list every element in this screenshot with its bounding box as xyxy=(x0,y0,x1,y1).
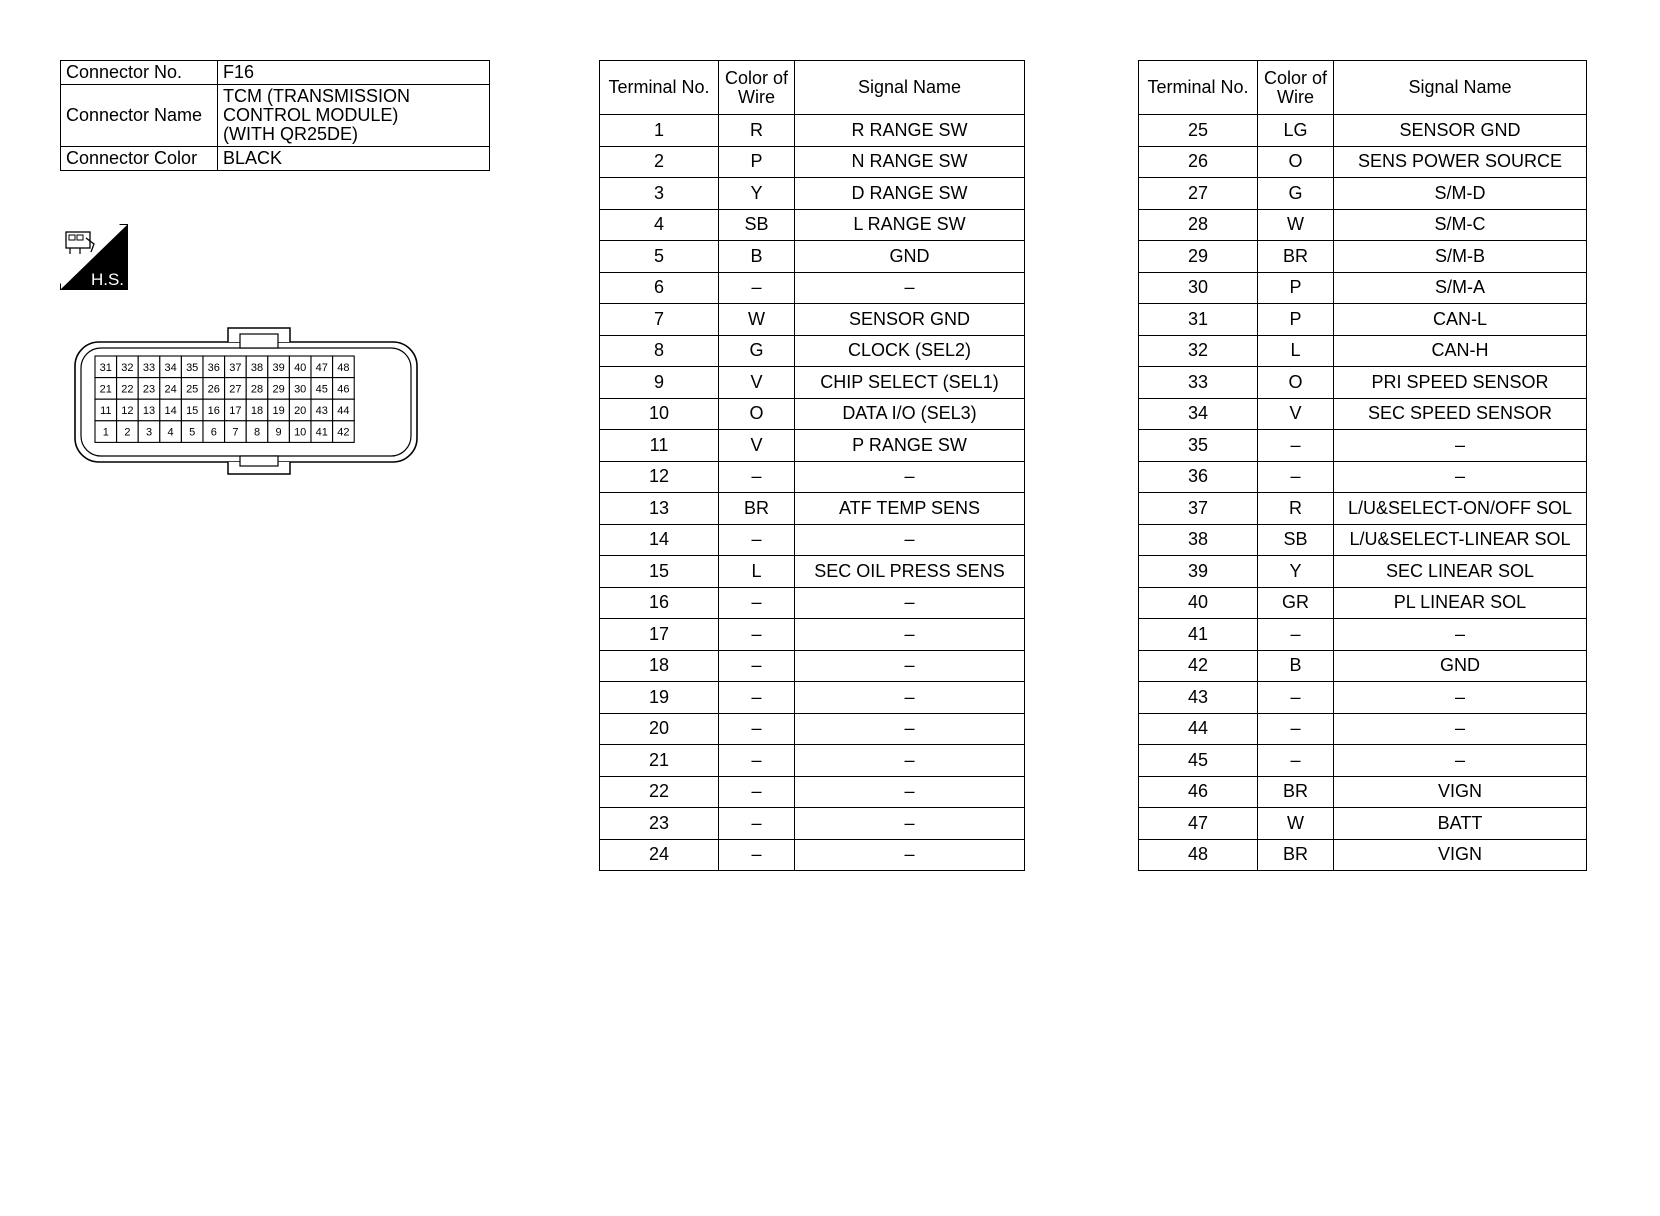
pin-number: 24 xyxy=(164,383,177,396)
terminal-row xyxy=(600,430,1025,462)
pin-number: 3 xyxy=(145,426,153,439)
terminal-row xyxy=(600,650,1025,682)
connector-color-label: Connector Color xyxy=(61,147,218,171)
terminal-number: 19 xyxy=(600,682,719,714)
signal-name: S/M-C xyxy=(1334,209,1587,241)
terminal-number: 10 xyxy=(600,398,719,430)
pin-number: 8 xyxy=(253,426,261,439)
wire-color: W xyxy=(719,304,795,336)
terminal-number: 42 xyxy=(1139,650,1258,682)
pin-number: 1 xyxy=(102,426,109,439)
wire-color-header-line2: Wire xyxy=(1277,86,1314,107)
pin-number: 17 xyxy=(229,405,242,417)
pin-number: 9 xyxy=(275,426,282,439)
wire-color: SB xyxy=(719,209,795,241)
terminal-row xyxy=(1139,650,1587,682)
wire-color: – xyxy=(1258,713,1334,745)
terminal-row xyxy=(600,304,1025,336)
terminal-row xyxy=(600,808,1025,840)
signal-name: SENS POWER SOURCE xyxy=(1334,146,1587,178)
pin-number: 47 xyxy=(315,361,328,374)
signal-name: – xyxy=(795,524,1025,556)
pin-number: 39 xyxy=(272,361,285,374)
terminal-number: 15 xyxy=(600,556,719,588)
terminal-number: 16 xyxy=(600,587,719,619)
signal-name: – xyxy=(1334,461,1587,493)
terminal-number: 41 xyxy=(1139,619,1258,651)
wire-color-header-line1: Color of xyxy=(724,67,789,88)
wire-color: – xyxy=(1258,430,1334,462)
terminal-row xyxy=(1139,556,1587,588)
pin-number: 48 xyxy=(337,361,350,374)
terminal-row xyxy=(600,115,1025,147)
terminal-number: 48 xyxy=(1139,839,1258,871)
signal-name: L/U&SELECT-LINEAR SOL xyxy=(1334,524,1587,556)
terminal-number: 46 xyxy=(1139,776,1258,808)
terminal-row xyxy=(600,619,1025,651)
pin-number: 38 xyxy=(250,361,264,374)
terminal-table-right xyxy=(1138,60,1587,871)
signal-name: VIGN xyxy=(1334,776,1587,808)
wire-color: LG xyxy=(1258,115,1334,147)
wire-color: R xyxy=(719,115,795,147)
signal-name: – xyxy=(795,619,1025,651)
wire-color: – xyxy=(719,650,795,682)
pin-number: 2 xyxy=(124,426,131,439)
terminal-row xyxy=(1139,524,1587,556)
pin-number: 45 xyxy=(315,383,328,396)
pin-number: 26 xyxy=(207,383,220,396)
terminal-number: 25 xyxy=(1139,115,1258,147)
terminal-row xyxy=(1139,335,1587,367)
pin-number: 12 xyxy=(121,405,134,417)
connector-no-value: F16 xyxy=(218,61,490,85)
connector-face-diagram xyxy=(74,324,418,482)
terminal-row xyxy=(600,209,1025,241)
pin-number: 41 xyxy=(315,426,328,439)
terminal-row xyxy=(1139,682,1587,714)
wire-color: BR xyxy=(1258,839,1334,871)
terminal-row xyxy=(1139,493,1587,525)
terminal-row xyxy=(1139,776,1587,808)
pin-number: 10 xyxy=(294,426,307,439)
wire-color: V xyxy=(1258,398,1334,430)
pin-number: 46 xyxy=(337,383,350,396)
terminal-row xyxy=(600,556,1025,588)
hs-label: H.S. xyxy=(90,270,124,289)
signal-name: GND xyxy=(795,241,1025,273)
terminal-number: 12 xyxy=(600,461,719,493)
signal-name: S/M-B xyxy=(1334,241,1587,273)
harness-side-icon xyxy=(60,224,128,290)
terminal-number: 40 xyxy=(1139,587,1258,619)
terminal-row xyxy=(1139,146,1587,178)
wire-color: O xyxy=(719,398,795,430)
pin-number: 34 xyxy=(164,361,177,374)
terminal-row xyxy=(1139,619,1587,651)
terminal-row xyxy=(600,146,1025,178)
signal-name: R RANGE SW xyxy=(795,115,1025,147)
signal-name: – xyxy=(795,808,1025,840)
wire-color: W xyxy=(1258,209,1334,241)
terminal-no-header: Terminal No. xyxy=(600,61,719,115)
terminal-row xyxy=(600,776,1025,808)
pin-grid xyxy=(95,356,354,442)
signal-name: – xyxy=(795,713,1025,745)
wire-color: BR xyxy=(1258,776,1334,808)
connector-no-row xyxy=(61,61,490,85)
signal-name: CAN-L xyxy=(1334,304,1587,336)
wire-color: BR xyxy=(719,493,795,525)
wire-color: V xyxy=(719,430,795,462)
terminal-number: 7 xyxy=(600,304,719,336)
signal-name: GND xyxy=(1334,650,1587,682)
terminal-row xyxy=(600,335,1025,367)
wire-color: B xyxy=(1258,650,1334,682)
signal-name: – xyxy=(795,839,1025,871)
terminal-rows-right xyxy=(1139,115,1587,871)
terminal-number: 33 xyxy=(1139,367,1258,399)
signal-name: CAN-H xyxy=(1334,335,1587,367)
signal-name: – xyxy=(795,682,1025,714)
terminal-number: 1 xyxy=(600,115,719,147)
connector-color-value: BLACK xyxy=(218,147,490,171)
pin-number: 4 xyxy=(167,426,174,439)
signal-name: – xyxy=(1334,619,1587,651)
pin-number: 40 xyxy=(294,361,307,374)
terminal-row xyxy=(600,839,1025,871)
terminal-row xyxy=(1139,430,1587,462)
wire-color: GR xyxy=(1258,587,1334,619)
terminal-number: 8 xyxy=(600,335,719,367)
signal-name: SEC OIL PRESS SENS xyxy=(795,556,1025,588)
wire-color: W xyxy=(1258,808,1334,840)
signal-name: DATA I/O (SEL3) xyxy=(795,398,1025,430)
terminal-number: 43 xyxy=(1139,682,1258,714)
wire-color: – xyxy=(719,745,795,777)
pin-number: 6 xyxy=(210,426,217,439)
pin-number: 30 xyxy=(294,383,307,396)
signal-name: SENSOR GND xyxy=(1334,115,1587,147)
pin-number: 20 xyxy=(294,405,307,417)
signal-name: – xyxy=(795,461,1025,493)
signal-name: P RANGE SW xyxy=(795,430,1025,462)
pin-number: 13 xyxy=(142,405,156,417)
wire-color: – xyxy=(719,587,795,619)
wire-color: – xyxy=(719,524,795,556)
terminal-row xyxy=(1139,587,1587,619)
pin-number: 28 xyxy=(250,383,264,396)
signal-name: CLOCK (SEL2) xyxy=(795,335,1025,367)
terminal-row xyxy=(600,745,1025,777)
terminal-number: 13 xyxy=(600,493,719,525)
signal-name: BATT xyxy=(1334,808,1587,840)
terminal-row xyxy=(600,493,1025,525)
terminal-row xyxy=(1139,241,1587,273)
wire-color: G xyxy=(719,335,795,367)
pin-number: 7 xyxy=(232,426,239,439)
wire-color: G xyxy=(1258,178,1334,210)
pin-number: 22 xyxy=(121,383,134,396)
terminal-number: 31 xyxy=(1139,304,1258,336)
signal-name: – xyxy=(1334,745,1587,777)
wire-color: – xyxy=(719,272,795,304)
pin-number: 32 xyxy=(121,361,134,374)
terminal-number: 5 xyxy=(600,241,719,273)
terminal-row xyxy=(600,587,1025,619)
pin-number: 14 xyxy=(164,405,177,417)
wire-color: L xyxy=(719,556,795,588)
terminal-number: 14 xyxy=(600,524,719,556)
signal-name: – xyxy=(1334,713,1587,745)
signal-name: – xyxy=(795,776,1025,808)
wire-color-header xyxy=(1258,61,1334,115)
wire-color-header-line1: Color of xyxy=(1263,67,1328,88)
terminal-number: 4 xyxy=(600,209,719,241)
terminal-number: 23 xyxy=(600,808,719,840)
terminal-number: 11 xyxy=(600,430,719,462)
signal-name: – xyxy=(1334,430,1587,462)
terminal-row xyxy=(600,178,1025,210)
terminal-row xyxy=(1139,839,1587,871)
signal-name: CHIP SELECT (SEL1) xyxy=(795,367,1025,399)
wire-color: Y xyxy=(719,178,795,210)
terminal-number: 21 xyxy=(600,745,719,777)
terminal-row xyxy=(1139,178,1587,210)
terminal-no-header: Terminal No. xyxy=(1139,61,1258,115)
signal-name: SEC SPEED SENSOR xyxy=(1334,398,1587,430)
wire-color: – xyxy=(719,776,795,808)
pin-number: 19 xyxy=(272,405,285,417)
terminal-number: 3 xyxy=(600,178,719,210)
terminal-number: 44 xyxy=(1139,713,1258,745)
terminal-table-header xyxy=(1139,61,1587,115)
wire-color: – xyxy=(1258,461,1334,493)
signal-name: – xyxy=(795,650,1025,682)
pin-number: 15 xyxy=(186,405,199,417)
wire-color: – xyxy=(719,461,795,493)
signal-name: D RANGE SW xyxy=(795,178,1025,210)
wire-color: O xyxy=(1258,146,1334,178)
pin-number: 33 xyxy=(142,361,156,374)
pin-number: 42 xyxy=(337,426,350,439)
terminal-row xyxy=(1139,209,1587,241)
signal-name: – xyxy=(795,272,1025,304)
terminal-table-header xyxy=(600,61,1025,115)
signal-name: N RANGE SW xyxy=(795,146,1025,178)
pin-number: 36 xyxy=(207,361,220,374)
terminal-row xyxy=(600,682,1025,714)
signal-name: L RANGE SW xyxy=(795,209,1025,241)
pin-number: 35 xyxy=(186,361,199,374)
terminal-number: 38 xyxy=(1139,524,1258,556)
connector-name-value xyxy=(218,85,490,147)
wire-color: P xyxy=(1258,304,1334,336)
terminal-row xyxy=(600,524,1025,556)
connector-no-label: Connector No. xyxy=(61,61,218,85)
wire-color: B xyxy=(719,241,795,273)
signal-name-header: Signal Name xyxy=(1334,61,1587,115)
wire-color: Y xyxy=(1258,556,1334,588)
terminal-number: 20 xyxy=(600,713,719,745)
connector-name-line: (WITH QR25DE) xyxy=(223,124,358,144)
terminal-number: 34 xyxy=(1139,398,1258,430)
wire-color: – xyxy=(719,713,795,745)
terminal-number: 28 xyxy=(1139,209,1258,241)
wire-color: P xyxy=(719,146,795,178)
pin-number: 37 xyxy=(229,361,242,374)
terminal-row xyxy=(600,713,1025,745)
wire-color: – xyxy=(719,808,795,840)
terminal-row xyxy=(1139,713,1587,745)
pin-number: 23 xyxy=(142,383,156,396)
terminal-row xyxy=(600,461,1025,493)
signal-name: – xyxy=(795,745,1025,777)
terminal-row xyxy=(600,398,1025,430)
wire-color: V xyxy=(719,367,795,399)
connector-name-label: Connector Name xyxy=(61,85,218,147)
terminal-row xyxy=(1139,272,1587,304)
signal-name: S/M-A xyxy=(1334,272,1587,304)
terminal-number: 6 xyxy=(600,272,719,304)
terminal-number: 32 xyxy=(1139,335,1258,367)
signal-name: – xyxy=(1334,682,1587,714)
terminal-table-left xyxy=(599,60,1025,871)
terminal-number: 9 xyxy=(600,367,719,399)
terminal-number: 26 xyxy=(1139,146,1258,178)
wire-color: O xyxy=(1258,367,1334,399)
terminal-number: 45 xyxy=(1139,745,1258,777)
wire-color: L xyxy=(1258,335,1334,367)
wire-color: – xyxy=(719,682,795,714)
pin-number: 25 xyxy=(186,383,199,396)
terminal-number: 39 xyxy=(1139,556,1258,588)
signal-name: – xyxy=(795,587,1025,619)
terminal-row xyxy=(1139,304,1587,336)
signal-name: PRI SPEED SENSOR xyxy=(1334,367,1587,399)
terminal-row xyxy=(1139,461,1587,493)
connector-name-row xyxy=(61,85,490,147)
wire-color: – xyxy=(1258,619,1334,651)
terminal-row xyxy=(1139,115,1587,147)
wire-color: – xyxy=(719,619,795,651)
pin-number: 5 xyxy=(189,426,196,439)
terminal-number: 18 xyxy=(600,650,719,682)
wire-color: SB xyxy=(1258,524,1334,556)
pin-number: 31 xyxy=(99,361,112,374)
wire-color: – xyxy=(1258,745,1334,777)
terminal-row xyxy=(1139,398,1587,430)
wire-color: – xyxy=(719,839,795,871)
signal-name: S/M-D xyxy=(1334,178,1587,210)
wire-color-header xyxy=(719,61,795,115)
signal-name-header: Signal Name xyxy=(795,61,1025,115)
wire-color: P xyxy=(1258,272,1334,304)
terminal-rows-left xyxy=(600,115,1025,871)
pin-number: 29 xyxy=(272,383,285,396)
wire-color: BR xyxy=(1258,241,1334,273)
wire-color: – xyxy=(1258,682,1334,714)
terminal-number: 2 xyxy=(600,146,719,178)
terminal-row xyxy=(600,367,1025,399)
terminal-row xyxy=(1139,745,1587,777)
pin-number: 18 xyxy=(250,405,264,417)
signal-name: SENSOR GND xyxy=(795,304,1025,336)
pin-number: 11 xyxy=(100,405,112,417)
terminal-row xyxy=(600,241,1025,273)
terminal-number: 24 xyxy=(600,839,719,871)
terminal-number: 29 xyxy=(1139,241,1258,273)
terminal-number: 22 xyxy=(600,776,719,808)
wire-color: R xyxy=(1258,493,1334,525)
terminal-number: 17 xyxy=(600,619,719,651)
pin-number: 27 xyxy=(229,383,242,396)
signal-name: PL LINEAR SOL xyxy=(1334,587,1587,619)
terminal-number: 27 xyxy=(1139,178,1258,210)
pin-number: 44 xyxy=(337,405,350,417)
connector-color-row xyxy=(61,147,490,171)
terminal-row xyxy=(1139,808,1587,840)
terminal-number: 36 xyxy=(1139,461,1258,493)
signal-name: VIGN xyxy=(1334,839,1587,871)
terminal-number: 35 xyxy=(1139,430,1258,462)
connector-name-line: TCM (TRANSMISSION xyxy=(223,86,410,106)
terminal-number: 47 xyxy=(1139,808,1258,840)
signal-name: SEC LINEAR SOL xyxy=(1334,556,1587,588)
wire-color-header-line2: Wire xyxy=(738,86,775,107)
pin-number: 21 xyxy=(99,383,112,396)
connector-info-table xyxy=(60,60,490,171)
terminal-number: 30 xyxy=(1139,272,1258,304)
signal-name: ATF TEMP SENS xyxy=(795,493,1025,525)
terminal-row xyxy=(1139,367,1587,399)
signal-name: L/U&SELECT-ON/OFF SOL xyxy=(1334,493,1587,525)
terminal-row xyxy=(600,272,1025,304)
pin-number: 16 xyxy=(207,405,220,417)
terminal-number: 37 xyxy=(1139,493,1258,525)
connector-name-line: CONTROL MODULE) xyxy=(223,105,399,125)
pin-number: 43 xyxy=(315,405,328,417)
